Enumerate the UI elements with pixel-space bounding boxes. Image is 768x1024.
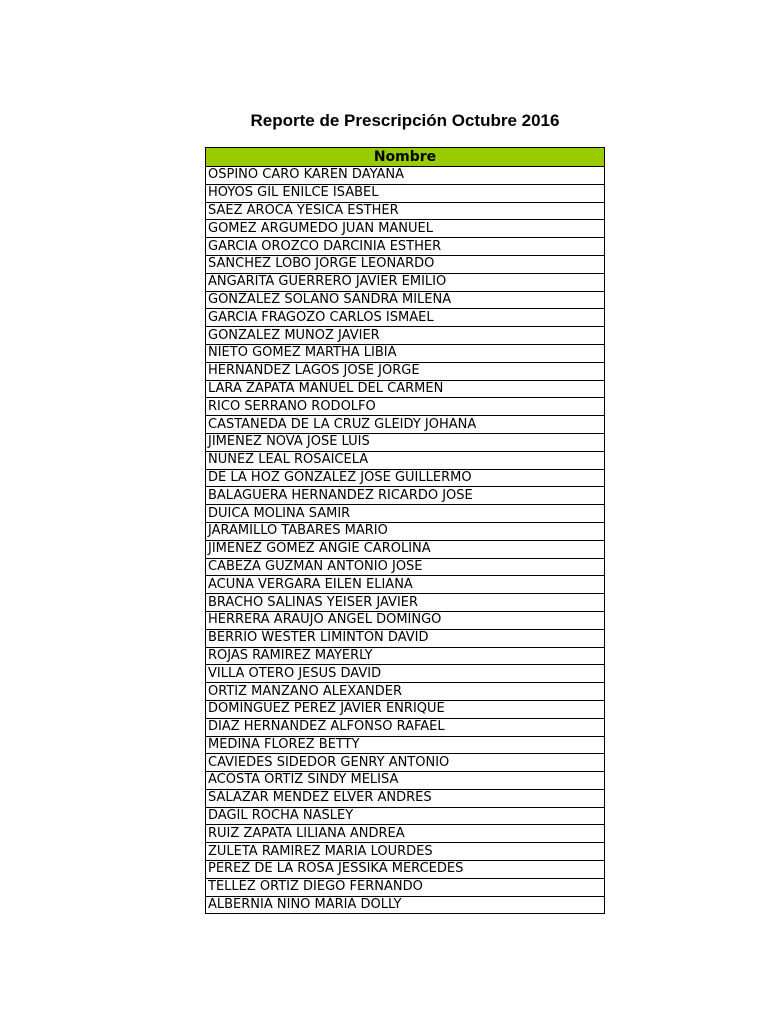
name-cell: ALBERNIA NINO MARIA DOLLY [206,896,605,914]
table-row [206,611,605,629]
table-row [206,344,605,362]
table-row [206,487,605,505]
table-row [206,843,605,861]
table-row [206,540,605,558]
table-row [206,754,605,772]
name-cell: DAGIL ROCHA NASLEY [206,807,605,825]
table-row [206,255,605,273]
table-row [206,736,605,754]
table-row [206,576,605,594]
name-cell: BERRIO WESTER LIMINTON DAVID [206,629,605,647]
name-cell: ORTIZ MANZANO ALEXANDER [206,683,605,701]
name-cell: ZULETA RAMIREZ MARIA LOURDES [206,843,605,861]
table-row [206,878,605,896]
name-cell: GARCIA FRAGOZO CARLOS ISMAEL [206,309,605,327]
table-row [206,629,605,647]
name-cell: ANGARITA GUERRERO JAVIER EMILIO [206,273,605,291]
name-cell: VILLA OTERO JESUS DAVID [206,665,605,683]
name-cell: CASTANEDA DE LA CRUZ GLEIDY JOHANA [206,416,605,434]
name-cell: NIETO GOMEZ MARTHA LIBIA [206,344,605,362]
name-cell: SALAZAR MENDEZ ELVER ANDRES [206,789,605,807]
table-row [206,184,605,202]
table-row [206,789,605,807]
table-row [206,807,605,825]
name-cell: JARAMILLO TABARES MARIO [206,522,605,540]
header-row [206,148,605,167]
table-row [206,718,605,736]
table-row [206,238,605,256]
name-cell: ACUNA VERGARA EILEN ELIANA [206,576,605,594]
name-cell: RUIZ ZAPATA LILIANA ANDREA [206,825,605,843]
name-cell: HERRERA ARAUJO ANGEL DOMINGO [206,611,605,629]
name-cell: CABEZA GUZMAN ANTONIO JOSE [206,558,605,576]
table-row [206,433,605,451]
name-cell: BRACHO SALINAS YEISER JAVIER [206,594,605,612]
name-cell: SANCHEZ LOBO JORGE LEONARDO [206,255,605,273]
name-cell: TELLEZ ORTIZ DIEGO FERNANDO [206,878,605,896]
table-row [206,594,605,612]
table-row [206,398,605,416]
table-row [206,522,605,540]
name-cell: JIMENEZ GOMEZ ANGIE CAROLINA [206,540,605,558]
table-row [206,772,605,790]
name-cell: GONZALEZ MUNOZ JAVIER [206,327,605,345]
table-row [206,451,605,469]
name-cell: DOMINGUEZ PEREZ JAVIER ENRIQUE [206,700,605,718]
name-cell: PEREZ DE LA ROSA JESSIKA MERCEDES [206,861,605,879]
table-row [206,896,605,914]
name-cell: SAEZ AROCA YESICA ESTHER [206,202,605,220]
name-cell: OSPINO CARO KAREN DAYANA [206,167,605,185]
name-cell: JIMENEZ NOVA JOSE LUIS [206,433,605,451]
table-row [206,220,605,238]
name-cell: GOMEZ ARGUMEDO JUAN MANUEL [206,220,605,238]
name-cell: HERNANDEZ LAGOS JOSE JORGE [206,362,605,380]
name-cell: DUICA MOLINA SAMIR [206,505,605,523]
name-cell: HOYOS GIL ENILCE ISABEL [206,184,605,202]
table-row [206,665,605,683]
table-row [206,167,605,185]
table-row [206,291,605,309]
table-row [206,416,605,434]
name-cell: BALAGUERA HERNANDEZ RICARDO JOSE [206,487,605,505]
table-row [206,861,605,879]
page-title: Reporte de Prescripción Octubre 2016 [250,111,560,130]
table-row [206,558,605,576]
table-row [206,309,605,327]
table-row [206,362,605,380]
name-cell: GARCIA OROZCO DARCINIA ESTHER [206,238,605,256]
name-cell: RICO SERRANO RODOLFO [206,398,605,416]
table-row [206,327,605,345]
table-row [206,273,605,291]
name-cell: GONZALEZ SOLANO SANDRA MILENA [206,291,605,309]
name-cell: CAVIEDES SIDEDOR GENRY ANTONIO [206,754,605,772]
name-cell: LARA ZAPATA MANUEL DEL CARMEN [206,380,605,398]
column-header-nombre: Nombre [206,148,605,167]
table-row [206,469,605,487]
name-cell: NUNEZ LEAL ROSAICELA [206,451,605,469]
name-cell: ACOSTA ORTIZ SINDY MELISA [206,772,605,790]
name-cell: DE LA HOZ GONZALEZ JOSE GUILLERMO [206,469,605,487]
table-row [206,202,605,220]
names-table [205,147,605,914]
table-row [206,380,605,398]
table-row [206,683,605,701]
table-row [206,825,605,843]
table-row [206,647,605,665]
name-cell: DIAZ HERNANDEZ ALFONSO RAFAEL [206,718,605,736]
name-cell: MEDINA FLOREZ BETTY [206,736,605,754]
table-row [206,700,605,718]
names-table-body [206,167,605,914]
name-cell: ROJAS RAMIREZ MAYERLY [206,647,605,665]
table-row [206,505,605,523]
